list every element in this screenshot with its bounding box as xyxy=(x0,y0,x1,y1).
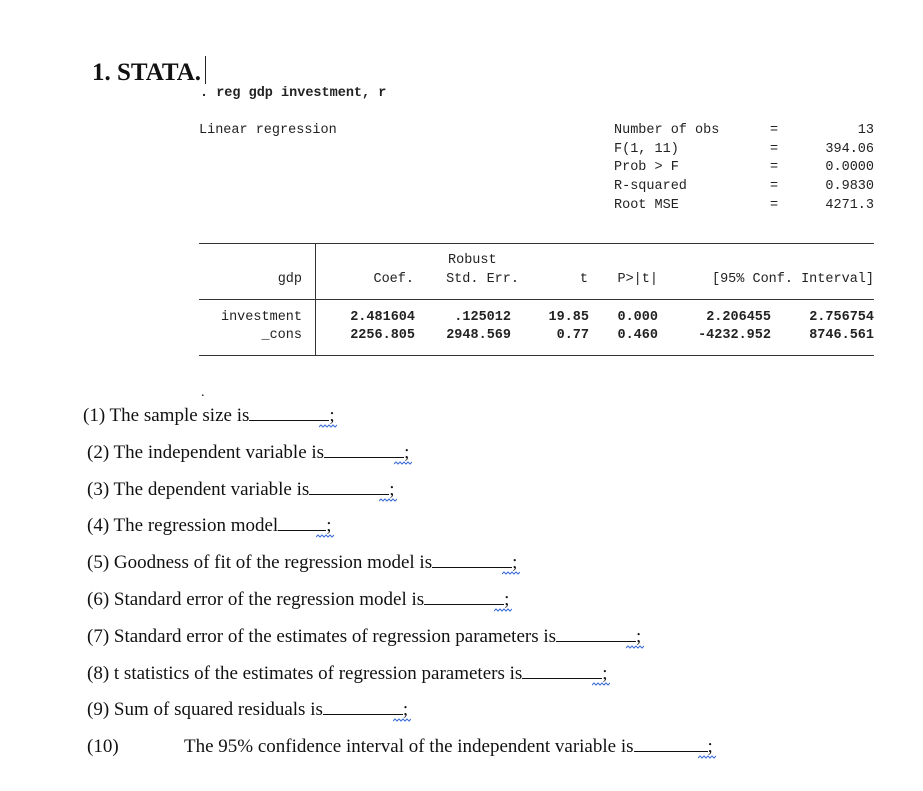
table-vertical-rule xyxy=(315,244,316,356)
answer-blank[interactable] xyxy=(432,553,512,568)
text-cursor xyxy=(205,56,206,84)
ci-upper: 8746.561 xyxy=(809,328,874,343)
question-item xyxy=(87,589,509,611)
spellcheck-squiggle-icon xyxy=(316,534,334,539)
ci-lower: -4232.952 xyxy=(698,328,771,343)
dep-var-header: gdp xyxy=(277,272,302,287)
question-text: (2) The independent variable is xyxy=(87,442,325,463)
question-item xyxy=(87,515,331,537)
pvalue-header: P>|t| xyxy=(617,272,658,287)
semicolon: ; xyxy=(404,442,409,463)
table-top-rule xyxy=(199,243,874,244)
spellcheck-squiggle-icon xyxy=(502,571,520,576)
coef-value: 2.481604 xyxy=(350,310,415,325)
semicolon: ; xyxy=(403,699,408,720)
t-value: 19.85 xyxy=(548,310,589,325)
coef-header: Coef. xyxy=(373,272,414,287)
question-item xyxy=(83,405,335,427)
spellcheck-squiggle-icon xyxy=(394,461,412,466)
answer-blank[interactable] xyxy=(249,406,329,421)
answer-blank[interactable] xyxy=(522,664,602,679)
ci-lower: 2.206455 xyxy=(706,310,771,325)
stderr-value: .125012 xyxy=(454,310,511,325)
conf-interval-header: [95% Conf. Interval] xyxy=(711,272,874,287)
stat-eq: = xyxy=(770,160,779,175)
question-item xyxy=(87,626,641,648)
semicolon: ; xyxy=(512,552,517,573)
stat-label: F(1, 11) xyxy=(614,142,679,157)
spellcheck-squiggle-icon xyxy=(494,608,512,613)
spellcheck-squiggle-icon xyxy=(393,718,411,723)
spellcheck-squiggle-icon xyxy=(379,498,397,503)
question-item xyxy=(87,663,608,685)
p-value: 0.460 xyxy=(617,328,658,343)
spellcheck-squiggle-icon xyxy=(698,755,716,760)
coef-value: 2256.805 xyxy=(350,328,415,343)
question-item xyxy=(87,479,395,501)
spellcheck-squiggle-icon xyxy=(319,424,337,429)
ci-upper: 2.756754 xyxy=(809,310,874,325)
stat-eq: = xyxy=(770,198,779,213)
question-text: (5) Goodness of fit of the regression model is xyxy=(87,552,433,573)
stat-value: 394.06 xyxy=(825,142,874,157)
question-text: (9) Sum of squared residuals is xyxy=(87,699,323,720)
question-text: The 95% confidence interval of the independent variable is xyxy=(184,736,634,757)
question-text: (3) The dependent variable is xyxy=(87,479,310,500)
robust-label: Robust xyxy=(448,253,497,268)
question-text-row xyxy=(184,736,713,758)
stderr-value: 2948.569 xyxy=(446,328,511,343)
semicolon: ; xyxy=(329,405,334,426)
semicolon: ; xyxy=(389,479,394,500)
stderr-header: Std. Err. xyxy=(446,272,519,287)
stat-label: Prob > F xyxy=(614,160,679,175)
heading-text: 1. STATA. xyxy=(92,59,202,86)
stat-eq: = xyxy=(770,123,779,138)
answer-blank[interactable] xyxy=(556,627,636,642)
question-text: (4) The regression model xyxy=(87,515,279,536)
stat-value: 4271.3 xyxy=(825,198,874,213)
question-number: (10) xyxy=(87,736,119,757)
answer-blank[interactable] xyxy=(424,590,504,605)
stata-command: . reg gdp investment, r xyxy=(200,86,387,101)
question-text: (7) Standard error of the estimates of regression parameters is xyxy=(87,626,557,647)
stray-dot: . xyxy=(201,385,205,400)
question-text: (6) Standard error of the regression model is xyxy=(87,589,425,610)
row-name: investment xyxy=(220,310,302,325)
stat-value: 0.0000 xyxy=(825,160,874,175)
answer-blank[interactable] xyxy=(634,737,708,752)
question-item xyxy=(87,699,408,721)
semicolon: ; xyxy=(636,626,641,647)
answer-blank[interactable] xyxy=(324,443,404,458)
spellcheck-squiggle-icon xyxy=(592,682,610,687)
semicolon: ; xyxy=(602,663,607,684)
answer-blank[interactable] xyxy=(278,516,326,531)
page-heading xyxy=(92,56,206,87)
stat-label: Root MSE xyxy=(614,198,679,213)
question-text: (8) t statistics of the estimates of regression parameters is xyxy=(87,663,523,684)
p-value: 0.000 xyxy=(617,310,658,325)
semicolon: ; xyxy=(708,736,713,757)
t-header: t xyxy=(579,272,588,287)
semicolon: ; xyxy=(326,515,331,536)
row-name: _cons xyxy=(261,328,302,343)
table-bottom-rule xyxy=(199,355,874,356)
stat-label: R-squared xyxy=(614,179,687,194)
question-item xyxy=(87,442,409,464)
stat-eq: = xyxy=(770,179,779,194)
answer-blank[interactable] xyxy=(323,700,403,715)
table-header-rule xyxy=(199,299,874,300)
answer-blank[interactable] xyxy=(309,480,389,495)
regression-title: Linear regression xyxy=(199,123,337,138)
semicolon: ; xyxy=(504,589,509,610)
question-text: (1) The sample size is xyxy=(83,405,250,426)
stat-eq: = xyxy=(770,142,779,157)
spellcheck-squiggle-icon xyxy=(626,645,644,650)
t-value: 0.77 xyxy=(556,328,589,343)
stat-label: Number of obs xyxy=(614,123,720,138)
question-item xyxy=(87,552,517,574)
stat-value: 0.9830 xyxy=(825,179,874,194)
stat-value: 13 xyxy=(857,123,874,138)
